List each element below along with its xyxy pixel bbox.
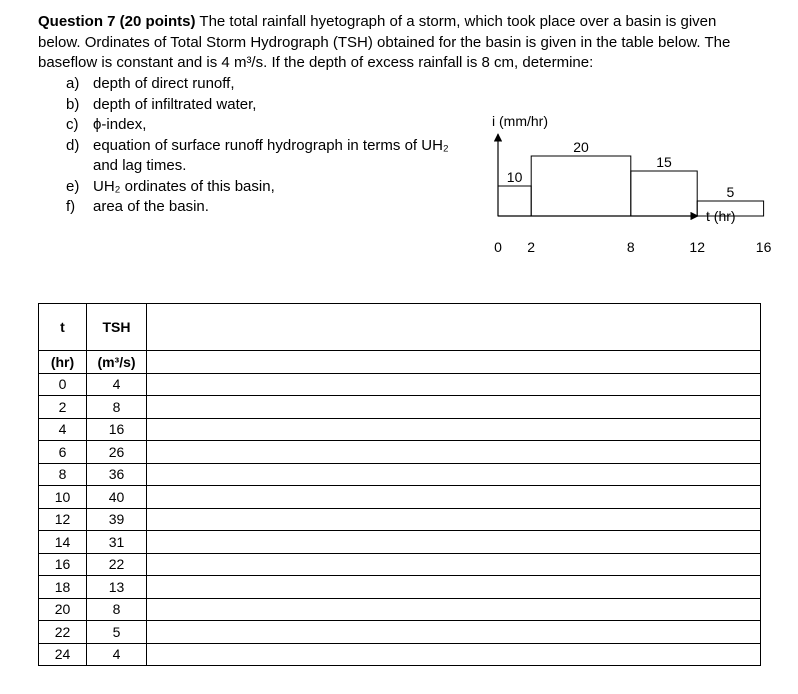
empty-cell <box>147 621 761 644</box>
table-row <box>39 396 761 419</box>
x-axis-label: t (hr) <box>706 208 736 224</box>
question-heading: Question 7 (20 points) <box>38 13 196 30</box>
col-header-tsh: TSH <box>87 304 147 351</box>
x-tick-label: 0 <box>494 239 502 255</box>
tsh-cell: 31 <box>87 531 147 554</box>
rainfall-hyetograph-chart <box>470 80 772 265</box>
tsh-cell: 40 <box>87 486 147 509</box>
table-row <box>39 553 761 576</box>
time-cell: 20 <box>39 598 87 621</box>
question-text <box>38 12 758 74</box>
part-label: b) <box>66 95 80 113</box>
empty-cell <box>147 418 761 441</box>
empty-cell <box>147 576 761 599</box>
table-row <box>39 531 761 554</box>
time-cell: 16 <box>39 553 87 576</box>
time-cell: 22 <box>39 621 87 644</box>
tsh-cell: 4 <box>87 373 147 396</box>
question-body: The total rainfall hyetograph of a storm, which took place over a basin is given below. Ordinates of Total Storm Hydrograph (TSH) obtained for the basin is given in the table below. The baseflow is constant and is 4 m³/s. If the depth of excess rainfall is 8 cm, determine: <box>38 13 731 71</box>
empty-cell <box>147 304 761 351</box>
empty-cell <box>147 598 761 621</box>
table-row <box>39 486 761 509</box>
hyetograph-bar <box>498 186 531 216</box>
tsh-cell: 8 <box>87 396 147 419</box>
x-tick-label: 12 <box>689 239 705 255</box>
time-cell: 24 <box>39 643 87 666</box>
bar-value-label: 5 <box>726 184 735 200</box>
y-axis-label: i (mm/hr) <box>492 113 548 129</box>
question-parts-list <box>66 74 466 218</box>
tsh-cell: 8 <box>87 598 147 621</box>
part-label: d) <box>66 136 80 154</box>
bar-value-label: 20 <box>573 139 589 155</box>
col-unit-tsh: (m³/s) <box>87 351 147 374</box>
part-text: equation of surface runoff hydrograph in terms of UH₂ and lag times. <box>93 136 449 174</box>
time-cell: 10 <box>39 486 87 509</box>
hyetograph-bar <box>531 156 631 216</box>
empty-cell <box>147 553 761 576</box>
tsh-cell: 26 <box>87 441 147 464</box>
empty-cell <box>147 643 761 666</box>
table-row <box>39 598 761 621</box>
part-label: e) <box>66 177 80 195</box>
x-tick-label: 8 <box>626 239 635 255</box>
part-text: depth of direct runoff, <box>93 75 235 92</box>
empty-cell <box>147 441 761 464</box>
part-label: c) <box>66 116 79 133</box>
question-part <box>66 136 466 177</box>
col-unit-t: (hr) <box>39 351 87 374</box>
table-row <box>39 576 761 599</box>
part-text: ϕ-index, <box>93 116 147 133</box>
time-cell: 12 <box>39 508 87 531</box>
part-label: f) <box>66 198 76 215</box>
time-cell: 14 <box>39 531 87 554</box>
tsh-cell: 5 <box>87 621 147 644</box>
question-part <box>66 95 466 116</box>
empty-cell <box>147 373 761 396</box>
empty-cell <box>147 486 761 509</box>
empty-cell <box>147 396 761 419</box>
tsh-cell: 39 <box>87 508 147 531</box>
table-row <box>39 373 761 396</box>
part-text: UH₂ ordinates of this basin, <box>93 177 275 195</box>
table-row <box>39 441 761 464</box>
empty-cell <box>147 531 761 554</box>
tsh-cell: 36 <box>87 463 147 486</box>
bar-value-label: 10 <box>506 169 523 185</box>
x-tick-label: 16 <box>755 239 772 255</box>
table-row <box>39 418 761 441</box>
tsh-cell: 4 <box>87 643 147 666</box>
col-header-t: t <box>39 304 87 351</box>
time-cell: 8 <box>39 463 87 486</box>
question-part <box>66 177 466 198</box>
tsh-cell: 13 <box>87 576 147 599</box>
table-row <box>39 643 761 666</box>
table-row <box>39 508 761 531</box>
time-cell: 6 <box>39 441 87 464</box>
empty-cell <box>147 508 761 531</box>
part-label: a) <box>66 75 80 92</box>
part-text: depth of infiltrated water, <box>93 95 257 113</box>
x-tick-label: 2 <box>527 239 536 255</box>
table-row <box>39 621 761 644</box>
part-text: area of the basin. <box>93 198 209 215</box>
table-row <box>39 463 761 486</box>
tsh-cell: 16 <box>87 418 147 441</box>
question-part <box>66 115 466 136</box>
empty-cell <box>147 463 761 486</box>
time-cell: 4 <box>39 418 87 441</box>
question-part <box>66 74 466 95</box>
hyetograph-bar <box>631 171 697 216</box>
time-cell: 18 <box>39 576 87 599</box>
tsh-cell: 22 <box>87 553 147 576</box>
time-cell: 2 <box>39 396 87 419</box>
question-part <box>66 197 466 218</box>
empty-cell <box>147 351 761 374</box>
tsh-table <box>38 303 761 666</box>
time-cell: 0 <box>39 373 87 396</box>
bar-value-label: 15 <box>656 154 672 170</box>
